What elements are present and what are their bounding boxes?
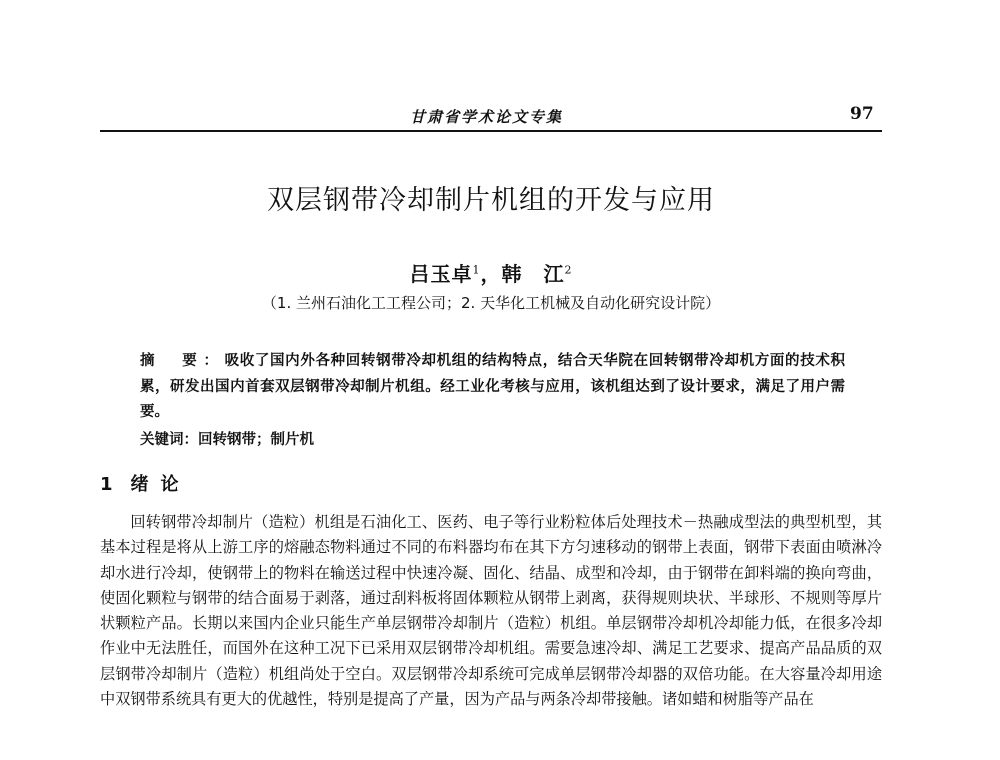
affiliations: （1. 兰州石油化工工程公司；2. 天华化工机械及自动化研究设计院） bbox=[261, 294, 721, 312]
header-rule bbox=[100, 130, 882, 132]
author-1-affil-mark: 1 bbox=[472, 263, 481, 277]
section-heading bbox=[100, 470, 191, 496]
author-2-affil-mark: 2 bbox=[564, 263, 573, 277]
section-title: 绪论 bbox=[130, 474, 191, 495]
abstract-label: 摘 要： bbox=[140, 352, 225, 369]
body-paragraph: 回转钢带冷却制片（造粒）机组是石油化工、医药、电子等行业粉粒体后处理技术－热融成型法的典型机型，其基本过程是将从上游工序的熔融态物料通过不同的布料器均布在其下方匀速移动的钢带上表面，钢带下表面由喷淋冷却水进行冷却，使钢带上的物料在输送过程中快速冷凝、固化、结晶、成型和冷却，由于钢带在卸料端的换向弯曲，使固化颗粒与钢带的结合面易于剥落，通过刮料板将固体颗粒从钢带上剥离，获得规则块状、半球形、不规则等厚片状颗粒产品。长期以来国内企业只能生产单层钢带冷却制片（造粒）机组。单层钢带冷却机冷却能力低，在很多冷却作业中无法胜任，而国外在这种工况下已采用双层钢带冷却机组。需要急速冷却、满足工艺要求、提高产品品质的双层钢带冷却制片（造粒）机组尚处于空白。双层钢带冷却系统可完成单层钢带冷却器的双倍功能。在大容量冷却用途中双钢带系统具有更大的优越性，特别是提高了产量，因为产品与两条冷却带接触。诸如蜡和树脂等产品在 bbox=[100, 513, 882, 709]
abstract-text: 吸收了国内外各种回转钢带冷却机组的结构特点，结合天华院在回转钢带冷却机方面的技术积累，研发出国内首套双层钢带冷却制片机组。经工业化考核与应用，该机组达到了设计要求，满足了用户需要。 bbox=[140, 352, 845, 420]
author-separator: ， bbox=[480, 262, 502, 286]
keywords-text: 回转钢带；制片机 bbox=[198, 431, 314, 448]
abstract bbox=[140, 348, 845, 425]
keywords bbox=[140, 428, 314, 449]
section-number: 1 bbox=[100, 474, 113, 495]
author-1: 吕玉卓 bbox=[409, 262, 473, 286]
paper-title: 双层钢带冷却制片机组的开发与应用 bbox=[267, 185, 715, 216]
author-2: 韩 江 bbox=[501, 262, 565, 286]
keywords-label: 关键词： bbox=[140, 431, 198, 448]
page-number: 97 bbox=[850, 104, 874, 124]
journal-title: 甘肃省学术论文专集 bbox=[410, 108, 564, 126]
author-line bbox=[100, 258, 882, 287]
